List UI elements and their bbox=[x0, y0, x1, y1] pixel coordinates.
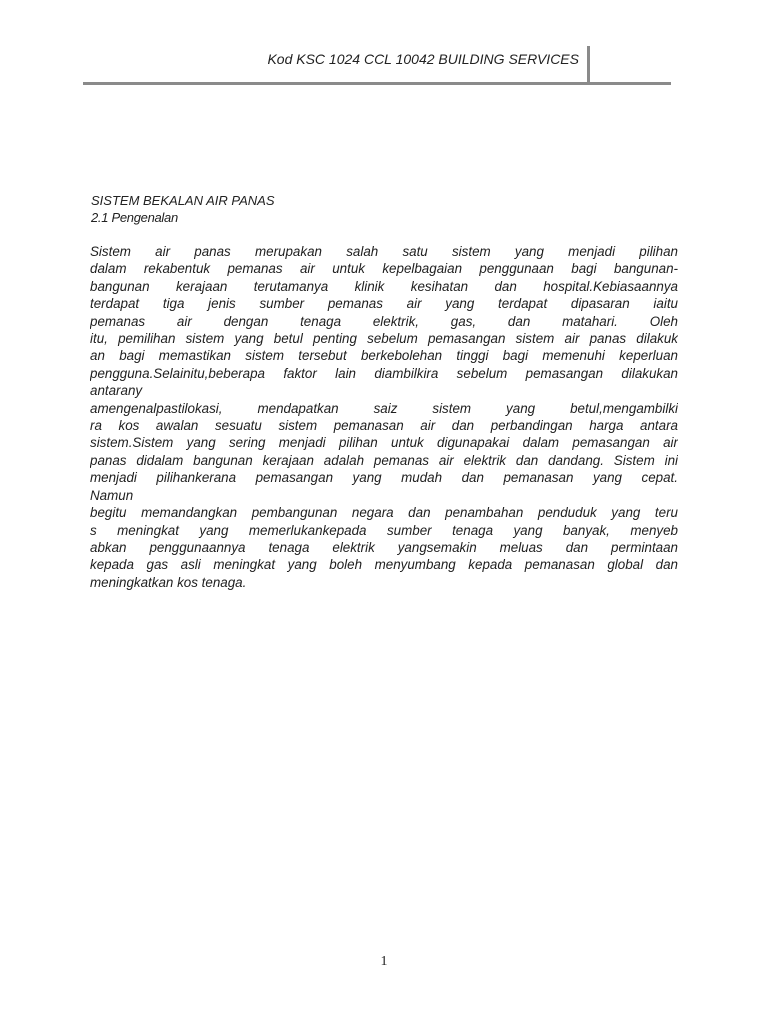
body-line: amengenalpastilokasi, mendapatkan saiz sistem yang betul,mengambilki bbox=[90, 400, 678, 416]
section-title: SISTEM BEKALAN AIR PANAS bbox=[91, 193, 275, 208]
body-line: kepada gas asli meningkat yang boleh menyumbang kepada pemanasan global dan bbox=[90, 557, 678, 573]
page-number: 1 bbox=[380, 954, 388, 969]
body-line: pengguna.Selainitu,beberapa faktor lain diambilkira sebelum pemasangan dilakukan bbox=[90, 365, 678, 381]
body-line: sistem.Sistem yang sering menjadi pilihan untuk digunapakai dalam pemasangan air bbox=[90, 435, 678, 451]
body-line: s meningkat yang memerlukankepada sumber tenaga yang banyak, menyeb bbox=[90, 522, 678, 538]
body-line: antarany bbox=[90, 383, 143, 399]
header-vertical-rule bbox=[587, 46, 590, 85]
header-course-code: Kod KSC 1024 CCL 10042 BUILDING SERVICES bbox=[267, 51, 579, 67]
body-line: menjadi pilihankerana pemasangan yang mudah dan pemanasan yang cepat. bbox=[90, 470, 678, 486]
body-paragraph bbox=[90, 243, 678, 591]
body-line: ra kos awalan sesuatu sistem pemanasan air dan perbandingan harga antara bbox=[90, 418, 678, 434]
body-line: abkan penggunaannya tenaga elektrik yangsemakin meluas dan permintaan bbox=[90, 539, 678, 555]
section-subtitle: 2.1 Pengenalan bbox=[91, 210, 178, 225]
body-line: terdapat tiga jenis sumber pemanas air yang terdapat dipasaran iaitu bbox=[90, 296, 678, 312]
body-line: dalam rekabentuk pemanas air untuk kepelbagaian penggunaan bagi bangunan- bbox=[90, 261, 678, 277]
body-line: Sistem air panas merupakan salah satu sistem yang menjadi pilihan bbox=[90, 244, 678, 259]
body-line: begitu memandangkan pembangunan negara dan penambahan penduduk yang teru bbox=[90, 505, 678, 521]
page-header bbox=[83, 46, 671, 86]
body-line: an bagi memastikan sistem tersebut berkebolehan tinggi bagi memenuhi keperluan bbox=[90, 348, 678, 364]
section-heading bbox=[91, 192, 681, 226]
body-line: itu, pemilihan sistem yang betul penting sebelum pemasangan sistem air panas dilakuk bbox=[90, 331, 678, 347]
body-line: panas didalam bangunan kerajaan adalah pemanas air elektrik dan dandang. Sistem ini bbox=[90, 452, 678, 468]
header-rule bbox=[83, 82, 671, 85]
body-line: pemanas air dengan tenaga elektrik, gas, dan matahari. Oleh bbox=[90, 313, 678, 329]
body-line: Namun bbox=[90, 487, 134, 503]
body-line: bangunan kerajaan terutamanya klinik kesihatan dan hospital.Kebiasaannya bbox=[90, 278, 678, 294]
body-line: meningkatkan kos tenaga. bbox=[90, 574, 247, 590]
